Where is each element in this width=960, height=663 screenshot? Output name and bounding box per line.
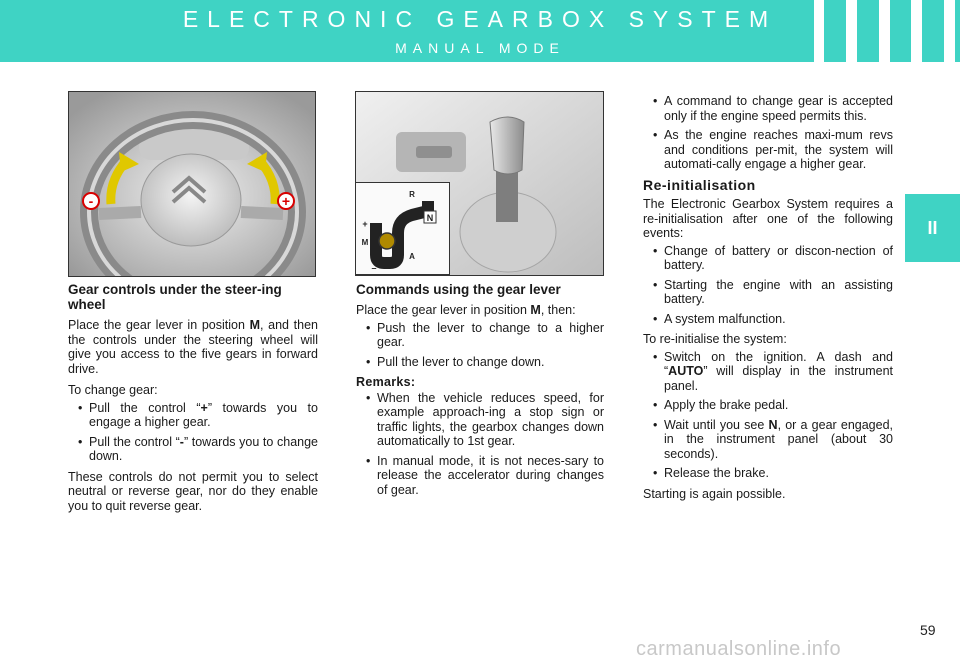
list-item: • When the vehicle reduces speed, for example approach-ing a stop sign or traffic lights, the gearbox changes down automatically to 1st gear. (356, 391, 604, 449)
steering-controls-intro: Place the gear lever in position M, and then the controls under the steering wheel will give you access to the five gears in forward drive. (68, 318, 318, 376)
minus-label: - (88, 193, 94, 209)
lever-commands-intro: Place the gear lever in position M, then: (356, 303, 576, 317)
remarks-list (356, 391, 604, 498)
watermark: carmanualsonline.info (636, 638, 842, 660)
list-item: • Push the lever to change to a higher gear. (356, 321, 604, 350)
reinitialisation-heading: Re-initialisation (643, 176, 756, 193)
list-item: • Release the brake. (643, 466, 893, 481)
gate-a-label: A (409, 252, 415, 261)
list-item: • Pull the control “+” towards you to engage a higher gear. (68, 401, 318, 430)
reinitialisation-events-list (643, 244, 893, 327)
reinitialisation-outro: Starting is again possible. (643, 486, 786, 501)
list-item: • Change of battery or discon-nection of battery. (643, 244, 893, 273)
lever-commands-list (356, 321, 604, 370)
gate-r-label: R (409, 190, 415, 199)
plus-label: + (281, 193, 291, 209)
page-number: 59 (920, 622, 936, 638)
list-item: • As the engine reaches maxi-mum revs and conditions per-mit, the system will automati-cally engage a higher gear. (643, 128, 893, 172)
list-item: • Pull the control “-” towards you to change down. (68, 435, 318, 464)
column-steering-controls (68, 282, 318, 520)
list-item: • Wait until you see N, or a gear engaged, in the instrument panel (about 30 seconds). (643, 418, 893, 462)
steering-controls-note: These controls do not permit you to select neutral or reverse gear, nor do they enable you to quit reverse gear. (68, 469, 318, 513)
chapter-tab[interactable]: II (905, 194, 960, 262)
steering-wheel-photo (68, 91, 316, 277)
column-reinitialisation (643, 94, 893, 508)
list-item: • Switch on the ignition. A dash and “AUTO” will display in the instrument panel. (643, 350, 893, 394)
gate-minus-label: – (371, 263, 377, 273)
list-item: • Pull the lever to change down. (356, 355, 604, 370)
gear-change-conditions-list (643, 94, 893, 172)
gate-plus-label: + (362, 219, 368, 229)
gate-m-label: M (361, 238, 369, 247)
list-item: • Starting the engine with an assisting battery. (643, 278, 893, 307)
list-item: • Apply the brake pedal. (643, 398, 893, 413)
column-lever-commands (356, 282, 604, 503)
steering-controls-list (68, 401, 318, 464)
reinitialise-steps-label: To re-initialise the system: (643, 332, 787, 346)
lever-commands-heading: Commands using the gear lever (356, 282, 561, 297)
reinitialise-steps-list (643, 350, 893, 481)
page-subtitle: MANUAL MODE (395, 40, 565, 56)
page-title: ELECTRONIC GEARBOX SYSTEM (182, 6, 778, 32)
remarks-heading: Remarks: (356, 375, 416, 389)
steering-controls-heading: Gear controls under the steer-ing wheel (68, 282, 282, 312)
gear-gate-inset (355, 182, 450, 275)
reinitialisation-intro: The Electronic Gearbox System requires a re-initialisation after one of the following events: (643, 197, 893, 240)
list-item: • In manual mode, it is not neces-sary to release the accelerator during changes of gear. (356, 454, 604, 498)
gate-n-label: N (426, 213, 434, 223)
list-item: • A system malfunction. (643, 312, 893, 327)
list-item: • A command to change gear is accepted only if the engine speed permits this. (643, 94, 893, 123)
change-gear-label: To change gear: (68, 383, 158, 397)
